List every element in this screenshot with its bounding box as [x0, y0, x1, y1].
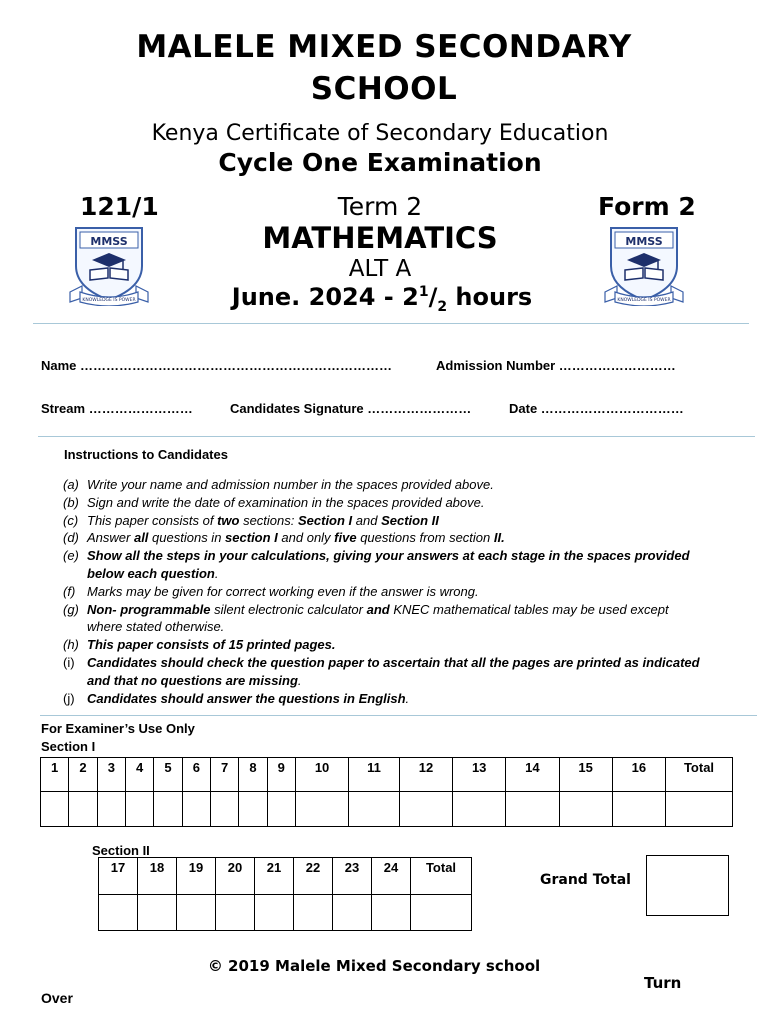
instruction-text: five: [334, 530, 357, 546]
score-header-cell: Total: [666, 758, 733, 792]
score-entry-cell[interactable]: [372, 895, 411, 931]
crest-text-left: MMSS: [90, 235, 128, 248]
instruction-text: Candidates should check the question paper to ascertain that all the pages are printed as indicated and that no questions are missing: [87, 654, 700, 688]
instruction-text: questions in: [148, 530, 226, 546]
instruction-marker: (j): [63, 690, 75, 706]
score-entry-cell[interactable]: [349, 792, 400, 827]
instruction-text: Sign and write the date of examination in the spaces provided above.: [87, 494, 485, 510]
score-header-cell: 13: [453, 758, 506, 792]
date-suffix: hours: [447, 283, 533, 311]
score-header-cell: 6: [182, 758, 210, 792]
certificate-title: Kenya Certificate of Secondary Education: [151, 121, 609, 146]
score-header-cell: 1: [41, 758, 69, 792]
instruction-text: Section I: [297, 512, 353, 528]
score-header-cell: 16: [612, 758, 665, 792]
turn-over-turn: Turn: [644, 974, 682, 992]
school-title-line1: MALELE MIXED SECONDARY: [136, 29, 632, 65]
score-header-cell: 4: [125, 758, 153, 792]
grand-total-box[interactable]: [646, 855, 729, 916]
instruction-marker: (d): [63, 530, 79, 546]
instruction-text: questions from section: [356, 530, 494, 546]
copyright-notice: © 2019 Malele Mixed Secondary school: [207, 957, 541, 975]
instruction-text: and: [352, 512, 382, 528]
score-entry-cell[interactable]: [453, 792, 506, 827]
score-header-cell: Total: [411, 858, 472, 895]
instruction-marker: (i): [63, 654, 75, 670]
score-header-cell: 8: [239, 758, 267, 792]
time-denominator: 2: [437, 298, 448, 315]
score-entry-cell[interactable]: [399, 792, 452, 827]
instruction-item: [63, 529, 703, 547]
instruction-marker: (f): [63, 583, 76, 599]
score-entry-cell[interactable]: [239, 792, 267, 827]
instruction-text: and: [366, 601, 390, 617]
crest-text-right: MMSS: [625, 235, 663, 248]
paper-code: 121/1: [80, 192, 159, 221]
score-header-cell: 9: [267, 758, 295, 792]
cycle-title: Cycle One Examination: [218, 148, 542, 177]
score-entry-cell[interactable]: [216, 895, 255, 931]
score-header-cell: 5: [154, 758, 182, 792]
instruction-text: Section II: [381, 512, 439, 528]
examiner-use-title: For Examiner’s Use Only: [41, 721, 195, 736]
instruction-item: [63, 583, 703, 601]
instruction-text: Answer: [87, 530, 134, 546]
divider-header: [33, 323, 749, 324]
instruction-text: .: [405, 690, 410, 706]
instruction-item: [63, 654, 703, 690]
instruction-item: [63, 547, 703, 583]
signature-field[interactable]: Candidates Signature ……………………: [230, 401, 472, 416]
turn-over-over: Over: [41, 990, 73, 1006]
instruction-text: This paper consists of 15 printed pages.: [87, 637, 336, 653]
score-header-cell: 23: [333, 858, 372, 895]
school-title: [0, 26, 768, 110]
form-level: Form 2: [598, 192, 696, 221]
divider-instructions: [40, 715, 757, 716]
exam-date-duration: June. $2024 - 2^1/_2$ hours: [231, 283, 533, 315]
instruction-item: [63, 494, 703, 512]
subject-title: MATHEMATICS: [262, 221, 498, 255]
score-entry-cell[interactable]: [559, 792, 612, 827]
score-entry-cell[interactable]: [138, 895, 177, 931]
school-crest-logo-right: [603, 222, 685, 306]
instruction-text: .: [297, 672, 302, 688]
instruction-text: Write your name and admission number in the spaces provided above.: [87, 477, 494, 492]
score-header-cell: 21: [255, 858, 294, 895]
term-label: Term 2: [337, 192, 423, 221]
score-header-cell: 19: [177, 858, 216, 895]
instruction-marker: (b): [63, 494, 79, 510]
date-field[interactable]: Date ……………………………: [509, 401, 684, 416]
score-header-cell: 20: [216, 858, 255, 895]
score-entry-cell[interactable]: [69, 792, 97, 827]
instructions-list: [63, 476, 703, 707]
stream-field[interactable]: Stream ……………………: [41, 401, 193, 416]
instruction-text: all: [133, 530, 149, 546]
score-header-cell: 15: [559, 758, 612, 792]
instruction-text: Show all the steps in your calculations, giving your answers at each stage in the spaces provided below each question: [87, 548, 690, 581]
instruction-text: KNEC mathematical tables may be used except where stated otherwise.: [87, 601, 669, 635]
instruction-marker: (a): [63, 477, 79, 492]
section2-label: Section II: [92, 843, 150, 858]
score-header-cell: 18: [138, 858, 177, 895]
score-entry-cell[interactable]: [255, 895, 294, 931]
score-entry-cell[interactable]: [97, 792, 125, 827]
score-header-cell: 10: [295, 758, 348, 792]
instruction-marker: (g): [63, 601, 79, 617]
instruction-text: Marks may be given for correct working even if the answer is wrong.: [87, 583, 479, 599]
score-entry-cell[interactable]: [41, 792, 69, 827]
instruction-text: silent electronic calculator: [210, 601, 367, 617]
instruction-text: Candidates should answer the questions in English: [87, 690, 406, 706]
score-entry-cell[interactable]: [267, 792, 295, 827]
paper-variant: ALT A: [348, 256, 412, 282]
score-entry-cell[interactable]: [294, 895, 333, 931]
instruction-text: and only: [277, 530, 335, 546]
instruction-text: Non- programmable: [87, 601, 211, 617]
instruction-item: [63, 601, 703, 637]
score-entry-cell[interactable]: [125, 792, 153, 827]
score-entry-cell[interactable]: [295, 792, 348, 827]
time-numerator: 1: [418, 284, 429, 300]
score-header-cell: 17: [99, 858, 138, 895]
divider-fields: [38, 436, 755, 437]
score-entry-cell[interactable]: [182, 792, 210, 827]
score-header-cell: 12: [399, 758, 452, 792]
instruction-marker: (c): [63, 512, 79, 528]
score-entry-cell[interactable]: [506, 792, 559, 827]
score-entry-cell[interactable]: [210, 792, 238, 827]
score-header-cell: 11: [349, 758, 400, 792]
score-header-cell: 3: [97, 758, 125, 792]
section1-label: Section I: [41, 739, 96, 754]
score-entry-cell[interactable]: [411, 895, 472, 931]
admission-number-field[interactable]: Admission Number ………………………: [436, 358, 676, 373]
instruction-marker: (h): [63, 637, 79, 653]
score-header-cell: 7: [210, 758, 238, 792]
score-header-cell: 24: [372, 858, 411, 895]
name-field[interactable]: Name ………………………………………………………………: [41, 358, 393, 373]
crest-motto-left: KNOWLEDGE IS POWER: [82, 298, 136, 303]
date-prefix: June. 2024 - 2: [231, 283, 419, 311]
school-crest-logo-left: [68, 222, 150, 306]
score-header-cell: 14: [506, 758, 559, 792]
instruction-text: two: [217, 512, 240, 528]
instruction-text: II.: [493, 530, 505, 546]
score-header-cell: 22: [294, 858, 333, 895]
score-entry-cell[interactable]: [612, 792, 665, 827]
grand-total-label: Grand Total: [540, 872, 631, 888]
score-entry-cell[interactable]: [99, 895, 138, 931]
instructions-title: Instructions to Candidates: [64, 447, 228, 462]
instruction-text: .: [214, 565, 219, 581]
instruction-text: This paper consists of: [87, 512, 218, 528]
score-entry-cell[interactable]: [666, 792, 733, 827]
section1-score-table: [40, 757, 733, 827]
crest-motto-right: KNOWLEDGE IS POWER: [617, 298, 671, 303]
school-title-line2: SCHOOL: [310, 71, 458, 107]
section2-score-table: [98, 857, 472, 931]
instruction-item: [63, 476, 703, 494]
score-entry-cell[interactable]: [333, 895, 372, 931]
instruction-text: section I: [225, 530, 278, 546]
instruction-marker: (e): [63, 548, 79, 564]
score-entry-cell[interactable]: [154, 792, 182, 827]
instruction-item: [63, 636, 703, 654]
instruction-item: [63, 690, 703, 708]
score-entry-cell[interactable]: [177, 895, 216, 931]
instruction-item: [63, 512, 703, 530]
score-header-cell: 2: [69, 758, 97, 792]
instruction-text: sections:: [239, 512, 298, 528]
